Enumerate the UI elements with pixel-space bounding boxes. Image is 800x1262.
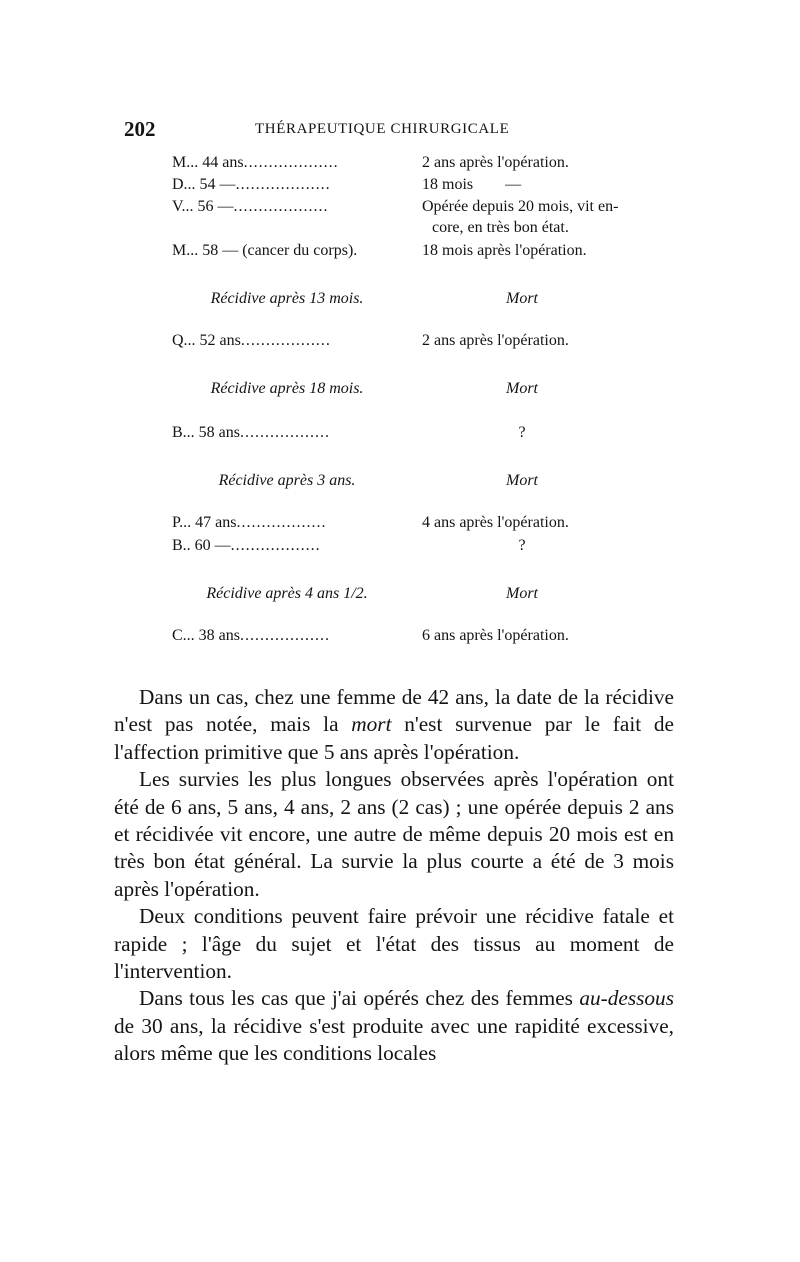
case-row [0, 627, 800, 649]
case-row [0, 176, 800, 198]
case-row [0, 537, 800, 559]
paragraph [114, 903, 674, 985]
case-patient: B... 58 ans [172, 424, 240, 441]
case-row [0, 198, 800, 220]
case-outcome: 2 ans après l'opération. [422, 154, 569, 171]
section-heading [0, 585, 800, 607]
leader-dots: ................... [243, 154, 339, 171]
recurrence-heading: Récidive après 13 mois. [210, 290, 364, 307]
paragraph-text: Dans un cas, chez une femme de 42 ans, la date de la récidive n'est pas notée, mais la [114, 685, 674, 737]
case-outcome-continuation: core, en très bon état. [432, 219, 569, 236]
leader-dots: .................. [240, 627, 330, 644]
case-patient: M... 44 ans [172, 154, 244, 171]
page-header [0, 117, 800, 141]
case-patient: Q... 52 ans [172, 332, 241, 349]
recurrence-heading: Récidive après 3 ans. [218, 472, 356, 489]
recurrence-heading: Récidive après 18 mois. [210, 380, 364, 397]
paragraph-text: Dans tous les cas que j'ai opérés chez des femmes [139, 986, 580, 1011]
paragraph-text: n'est survenue par le fait de l'affection primitive que 5 ans après l'opération. [114, 712, 674, 764]
body-text [114, 684, 674, 1068]
leader-dots: .................. [240, 332, 331, 349]
paragraph [114, 684, 674, 766]
leader-dots: ................... [233, 198, 329, 215]
case-outcome: ? [518, 424, 526, 441]
case-outcome: ? [518, 537, 526, 554]
paragraph-emphasis: mort [351, 712, 392, 737]
case-row-continuation [0, 219, 800, 241]
page-number: 202 [124, 117, 156, 141]
case-outcome: 4 ans après l'opération. [422, 514, 569, 531]
leader-dots: .................. [236, 514, 327, 531]
case-row [0, 514, 800, 536]
case-outcome: 18 mois — [422, 176, 522, 193]
section-heading [0, 290, 800, 312]
case-row [0, 242, 800, 264]
case-outcome: 18 mois après l'opération. [422, 242, 587, 259]
recurrence-heading: Récidive après 4 ans 1/2. [206, 585, 368, 602]
case-patient: V... 56 — [172, 198, 234, 215]
case-patient: M... 58 — (cancer du corps). [172, 242, 358, 259]
leader-dots: .................. [240, 424, 330, 441]
case-row [0, 332, 800, 354]
status-label: Mort [506, 290, 538, 307]
case-row [0, 154, 800, 176]
leader-dots: ................... [235, 176, 331, 193]
case-outcome: 6 ans après l'opération. [422, 627, 569, 644]
paragraph-text: Deux conditions peuvent faire prévoir une récidive fatale et rapide ; l'âge du sujet et l'état des tissus au moment de l'intervention. [114, 904, 674, 984]
paragraph [114, 766, 674, 903]
case-row [0, 424, 800, 446]
running-head: THÉRAPEUTIQUE CHIRURGICALE [255, 121, 510, 137]
case-patient: B.. 60 — [172, 537, 231, 554]
case-outcome: 2 ans après l'opération. [422, 332, 569, 349]
case-patient: P... 47 ans [172, 514, 237, 531]
case-outcome: Opérée depuis 20 mois, vit en- [422, 198, 619, 215]
paragraph [114, 985, 674, 1067]
status-label: Mort [506, 380, 538, 397]
status-label: Mort [506, 585, 538, 602]
paragraph-emphasis: au-dessous [579, 986, 674, 1011]
case-patient: C... 38 ans [172, 627, 240, 644]
section-heading [0, 472, 800, 494]
paragraph-text: Les survies les plus longues observées après l'opération ont été de 6 ans, 5 ans, 4 ans, 2 ans (2 cas) ; une opérée depuis 2 ans et récidivée vit encore, une autre de même depuis 20 mois est en très bon état général. La survie la plus courte a été de 3 mois après l'opération. [114, 767, 674, 901]
leader-dots: .................. [230, 537, 321, 554]
section-heading [0, 380, 800, 402]
case-patient: D... 54 — [172, 176, 236, 193]
paragraph-text: de 30 ans, la récidive s'est produite avec une rapidité excessive, alors même que les conditions locales [114, 1013, 674, 1066]
status-label: Mort [506, 472, 538, 489]
